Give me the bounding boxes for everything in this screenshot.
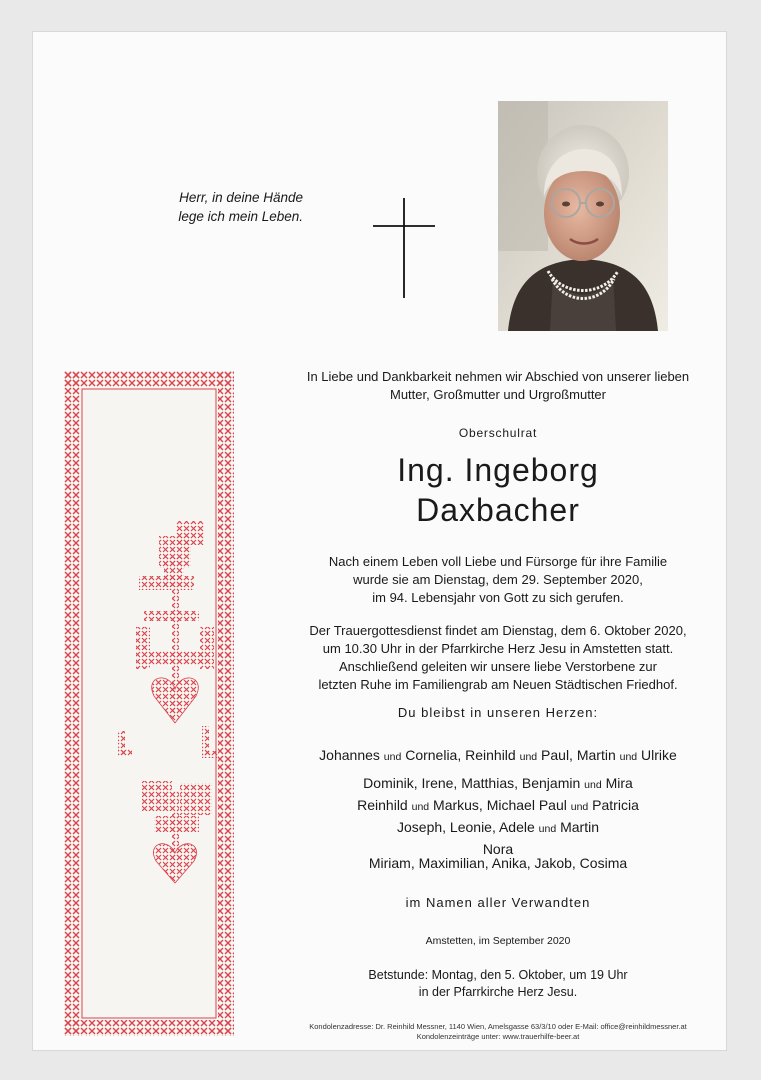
conjunction: und — [570, 801, 589, 813]
conjunction: und — [383, 751, 402, 763]
portrait-photo — [498, 101, 668, 331]
death-notice — [283, 553, 713, 607]
death-notice-line-2: wurde sie am Dienstag, dem 29. September 2020, — [353, 572, 643, 587]
academic-title: Oberschulrat — [458, 426, 538, 440]
obituary-card — [32, 31, 727, 1051]
service-line-2: um 10.30 Uhr in der Pfarrkirche Herz Jesu in Amstetten statt. — [322, 641, 674, 656]
family-name: Martin — [560, 819, 599, 835]
family-name: Ulrike — [641, 747, 677, 763]
family-name: Cornelia, Reinhild — [405, 747, 516, 763]
place-and-date: Amstetten, im September 2020 — [425, 935, 571, 947]
family-name: Nora — [482, 841, 514, 857]
prayer-hour-info — [283, 967, 713, 1001]
prayer-line-2: in der Pfarrkirche Herz Jesu. — [418, 985, 578, 999]
intro-line-1: In Liebe und Dankbarkeit nehmen wir Abschied von unserer lieben — [306, 369, 690, 384]
intro-line-2: Mutter, Großmutter und Urgroßmutter — [389, 387, 606, 402]
bible-verse-line-2: lege ich mein Leben. — [178, 209, 303, 224]
family-name: Dominik, Irene, Matthias, Benjamin — [363, 775, 581, 791]
bible-verse-line-1: Herr, in deine Hände — [179, 190, 303, 205]
conjunction: und — [619, 751, 638, 763]
family-name: Patricia — [592, 797, 639, 813]
family-great-grandchildren: Miriam, Maximilian, Anika, Jakob, Cosima — [368, 855, 628, 871]
conjunction: und — [411, 801, 430, 813]
condolence-website: Kondolenzeinträge unter: www.trauerhilfe-beer.at — [416, 1032, 580, 1041]
funeral-service-info — [283, 622, 713, 694]
family-name: Paul, Martin — [541, 747, 616, 763]
grandchildren-row — [283, 773, 713, 795]
intro-text — [283, 368, 713, 404]
grandchildren-row — [283, 817, 713, 839]
service-line-1: Der Trauergottesdienst findet am Dienstag, dem 6. Oktober 2020, — [309, 623, 687, 638]
service-line-3: Anschließend geleiten wir unsere liebe Verstorbene zur — [339, 659, 657, 674]
family-grandchildren — [283, 773, 713, 859]
prayer-line-1: Betstunde: Montag, den 5. Oktober, um 19 Uhr — [368, 968, 628, 982]
family-name: Joseph, Leonie, Adele — [397, 819, 535, 835]
death-notice-line-1: Nach einem Leben voll Liebe und Fürsorge für ihre Familie — [328, 554, 668, 569]
deceased-name-line-2: Daxbacher — [416, 492, 580, 528]
death-notice-line-3: im 94. Lebensjahr von Gott zu sich gerufen. — [372, 590, 624, 605]
conjunction: und — [538, 823, 557, 835]
conjunction: und — [519, 751, 538, 763]
family-name: Markus, Michael Paul — [433, 797, 567, 813]
cross-icon — [373, 198, 435, 298]
remembrance-line: Du bleibst in unseren Herzen: — [397, 705, 599, 720]
conjunction: und — [584, 779, 602, 791]
grandchildren-row — [283, 795, 713, 817]
cross-stitch-embroidery — [64, 371, 234, 1036]
family-children — [283, 745, 713, 767]
deceased-name — [283, 450, 713, 530]
family-name: Mira — [605, 775, 633, 791]
family-name: Reinhild — [357, 797, 408, 813]
condolence-address: Kondolenzadresse: Dr. Reinhild Messner, 1140 Wien, Amelsgasse 63/3/10 oder E-Mail: office@reinhildmessner.at — [309, 1022, 687, 1031]
service-line-4: letzten Ruhe im Familiengrab am Neuen Städtischen Friedhof. — [318, 677, 678, 692]
family-name: Johannes — [319, 747, 380, 763]
on-behalf-line: im Namen aller Verwandten — [405, 895, 591, 910]
deceased-name-line-1: Ing. Ingeborg — [397, 452, 599, 488]
bible-verse — [133, 188, 303, 226]
